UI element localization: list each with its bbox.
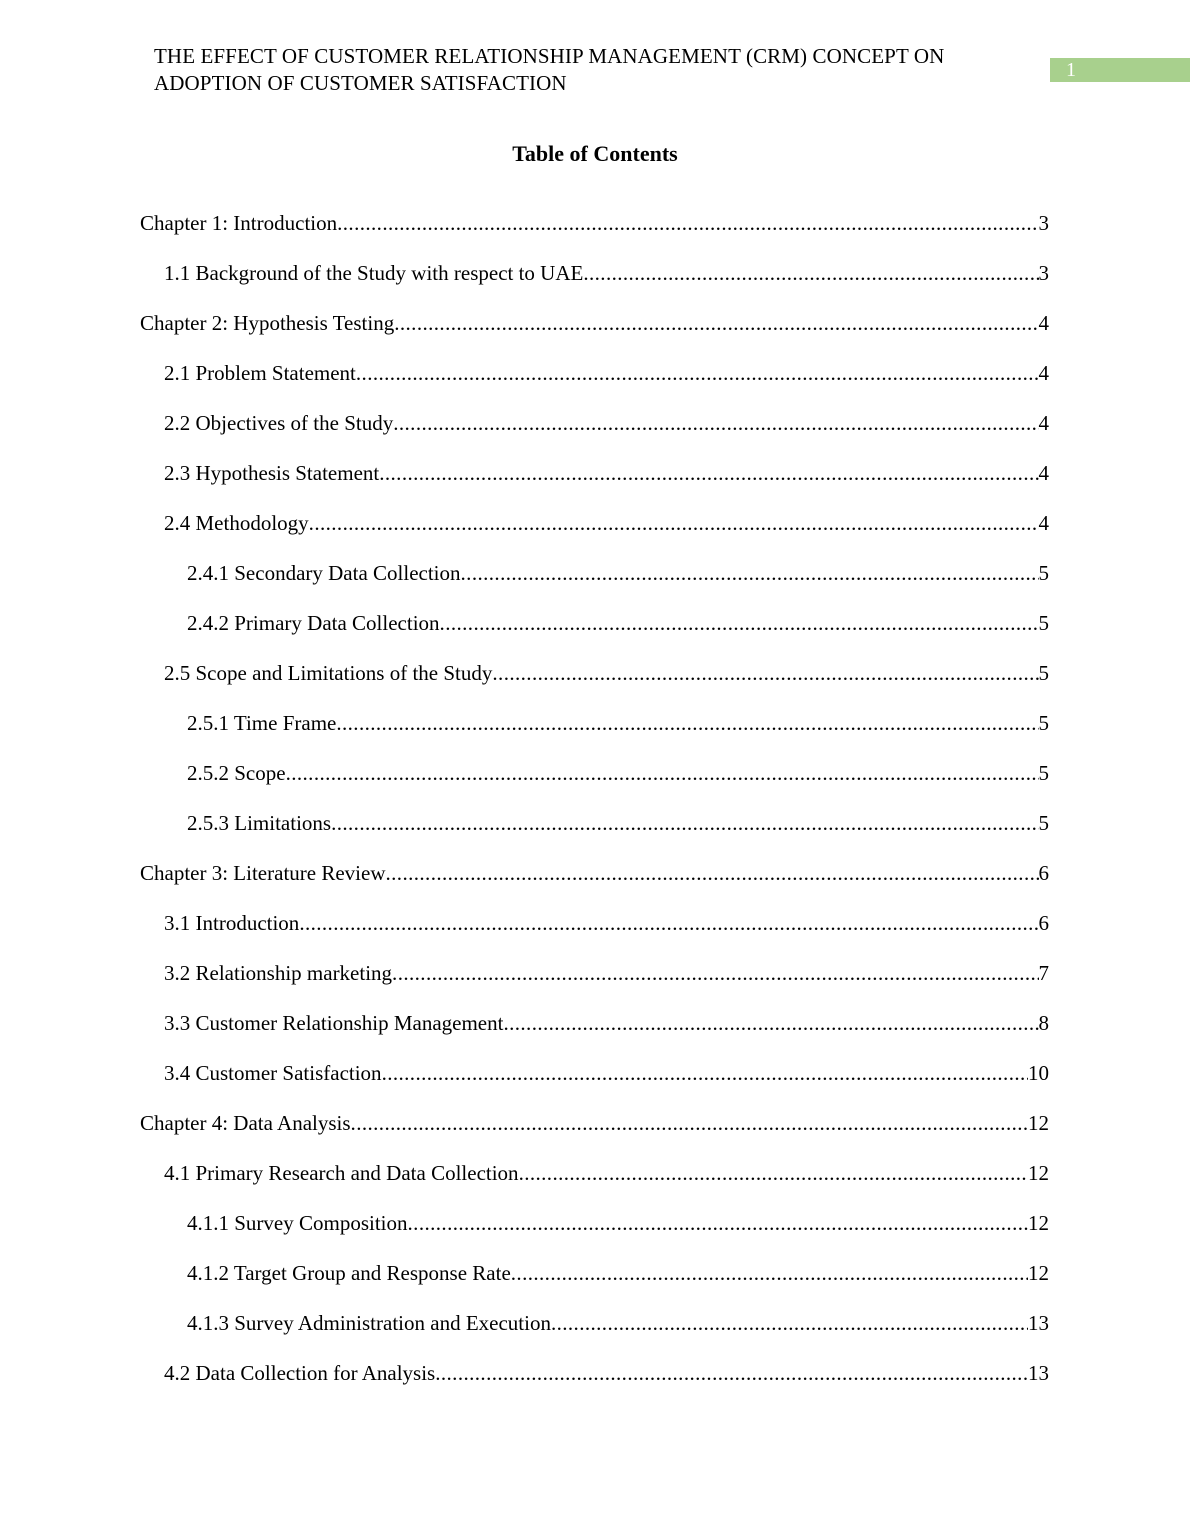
toc-entry-page: 6 — [1038, 861, 1049, 885]
toc-entry-label: 1.1 Background of the Study with respect to UAE — [164, 261, 584, 285]
toc-entry-page: 3 — [1038, 261, 1049, 285]
toc-entry[interactable] — [140, 460, 1049, 510]
toc-entry-page: 10 — [1028, 1061, 1049, 1085]
toc-entry[interactable] — [140, 860, 1049, 910]
toc-entry-label: 4.1 Primary Research and Data Collection — [164, 1161, 519, 1185]
toc-dot-leader — [492, 660, 1038, 686]
toc-entry-page: 5 — [1038, 761, 1049, 785]
toc-entry-label: 3.3 Customer Relationship Management — [164, 1011, 504, 1035]
toc-dot-leader — [408, 1210, 1028, 1236]
toc-dot-leader — [331, 810, 1038, 836]
toc-entry-label: 2.5 Scope and Limitations of the Study — [164, 661, 493, 685]
toc-entry-page: 4 — [1038, 511, 1049, 535]
toc-dot-leader — [382, 1060, 1028, 1086]
toc-dot-leader — [435, 1360, 1028, 1386]
toc-entry[interactable] — [140, 1010, 1049, 1060]
toc-entry[interactable] — [140, 760, 1049, 810]
toc-entry-page: 4 — [1038, 361, 1049, 385]
toc-entry-label: 2.2 Objectives of the Study — [164, 411, 394, 435]
toc-entry-page: 4 — [1038, 311, 1049, 335]
header-title-line-1: THE EFFECT OF CUSTOMER RELATIONSHIP MANAGEMENT (CRM) CONCEPT ON — [154, 44, 945, 68]
toc-dot-leader — [286, 760, 1039, 786]
toc-entry-page: 5 — [1038, 561, 1049, 585]
toc-dot-leader — [394, 310, 1038, 336]
toc-dot-leader — [336, 710, 1038, 736]
toc-entry[interactable] — [140, 960, 1049, 1010]
toc-dot-leader — [386, 860, 1039, 886]
toc-entry[interactable] — [140, 1360, 1049, 1410]
toc-entry[interactable] — [140, 1210, 1049, 1260]
toc-title: Table of Contents — [512, 141, 678, 166]
toc-dot-leader — [503, 1010, 1038, 1036]
toc-entry[interactable] — [140, 1160, 1049, 1210]
toc-entry-label: 2.5.3 Limitations — [187, 811, 332, 835]
toc-dot-leader — [356, 360, 1039, 386]
page-number: 1 — [1050, 58, 1190, 82]
toc-entry-label: 3.4 Customer Satisfaction — [164, 1061, 382, 1085]
toc-entry-label: 2.4 Methodology — [164, 511, 309, 535]
toc-dot-leader — [351, 1110, 1028, 1136]
toc-entry[interactable] — [140, 560, 1049, 610]
toc-entry-label: 2.4.1 Secondary Data Collection — [187, 561, 461, 585]
toc-dot-leader — [379, 460, 1038, 486]
toc-entry[interactable] — [140, 1060, 1049, 1110]
toc-entry[interactable] — [140, 410, 1049, 460]
header-title-line-2: ADOPTION OF CUSTOMER SATISFACTION — [154, 71, 567, 95]
toc-entry-page: 13 — [1028, 1311, 1049, 1335]
toc-entry[interactable] — [140, 1260, 1049, 1310]
toc-entry-page: 5 — [1038, 611, 1049, 635]
toc-entry-page: 5 — [1038, 661, 1049, 685]
toc-entry-page: 3 — [1038, 211, 1049, 235]
toc-entry[interactable] — [140, 610, 1049, 660]
toc-dot-leader — [551, 1310, 1028, 1336]
toc-entry-label: 2.3 Hypothesis Statement — [164, 461, 380, 485]
toc-entry-label: 4.1.1 Survey Composition — [187, 1211, 408, 1235]
toc-entry[interactable] — [140, 210, 1049, 260]
toc-entry-label: 3.2 Relationship marketing — [164, 961, 393, 985]
toc-entry-label: Chapter 3: Literature Review — [140, 861, 386, 885]
toc-dot-leader — [461, 560, 1039, 586]
toc-entry-page: 5 — [1038, 711, 1049, 735]
toc-entry-label: 2.5.1 Time Frame — [187, 711, 337, 735]
toc-entry-label: 2.1 Problem Statement — [164, 361, 356, 385]
toc-dot-leader — [440, 610, 1039, 636]
toc-dot-leader — [511, 1260, 1028, 1286]
toc-entry-page: 12 — [1028, 1261, 1049, 1285]
toc-entry-label: Chapter 1: Introduction — [140, 211, 338, 235]
toc-entry-label: Chapter 4: Data Analysis — [140, 1111, 351, 1135]
toc-entry-page: 7 — [1038, 961, 1049, 985]
toc-entry-label: 4.1.3 Survey Administration and Execution — [187, 1311, 551, 1335]
toc-entry-label: 3.1 Introduction — [164, 911, 300, 935]
toc-entry[interactable] — [140, 510, 1049, 560]
toc-entry[interactable] — [140, 710, 1049, 760]
running-header — [154, 43, 1044, 97]
toc-dot-leader — [583, 260, 1038, 286]
toc-entry-page: 5 — [1038, 811, 1049, 835]
toc-entry-label: 4.1.2 Target Group and Response Rate — [187, 1261, 511, 1285]
toc-entry[interactable] — [140, 360, 1049, 410]
toc-dot-leader — [392, 960, 1038, 986]
toc-entry-page: 12 — [1028, 1161, 1049, 1185]
toc-dot-leader — [393, 410, 1038, 436]
toc-entry-label: 2.5.2 Scope — [187, 761, 286, 785]
toc-entry[interactable] — [140, 1110, 1049, 1160]
toc-entry-page: 4 — [1038, 411, 1049, 435]
toc-entry-page: 12 — [1028, 1211, 1049, 1235]
toc-entry-page: 8 — [1038, 1011, 1049, 1035]
toc-entry-page: 6 — [1038, 911, 1049, 935]
toc-dot-leader — [299, 910, 1038, 936]
toc-entry-page: 13 — [1028, 1361, 1049, 1385]
toc-entry-label: 2.4.2 Primary Data Collection — [187, 611, 440, 635]
toc-entry-label: 4.2 Data Collection for Analysis — [164, 1361, 436, 1385]
toc-dot-leader — [519, 1160, 1028, 1186]
toc-entry[interactable] — [140, 310, 1049, 360]
toc-entry[interactable] — [140, 910, 1049, 960]
toc-entry-page: 4 — [1038, 461, 1049, 485]
toc-dot-leader — [309, 510, 1039, 536]
toc-entry-page: 12 — [1028, 1111, 1049, 1135]
toc-entry-label: Chapter 2: Hypothesis Testing — [140, 311, 395, 335]
toc-entry[interactable] — [140, 260, 1049, 310]
toc-entry[interactable] — [140, 660, 1049, 710]
toc-entry[interactable] — [140, 1310, 1049, 1360]
toc-entry[interactable] — [140, 810, 1049, 860]
table-of-contents — [140, 210, 1049, 1410]
toc-dot-leader — [337, 210, 1038, 236]
